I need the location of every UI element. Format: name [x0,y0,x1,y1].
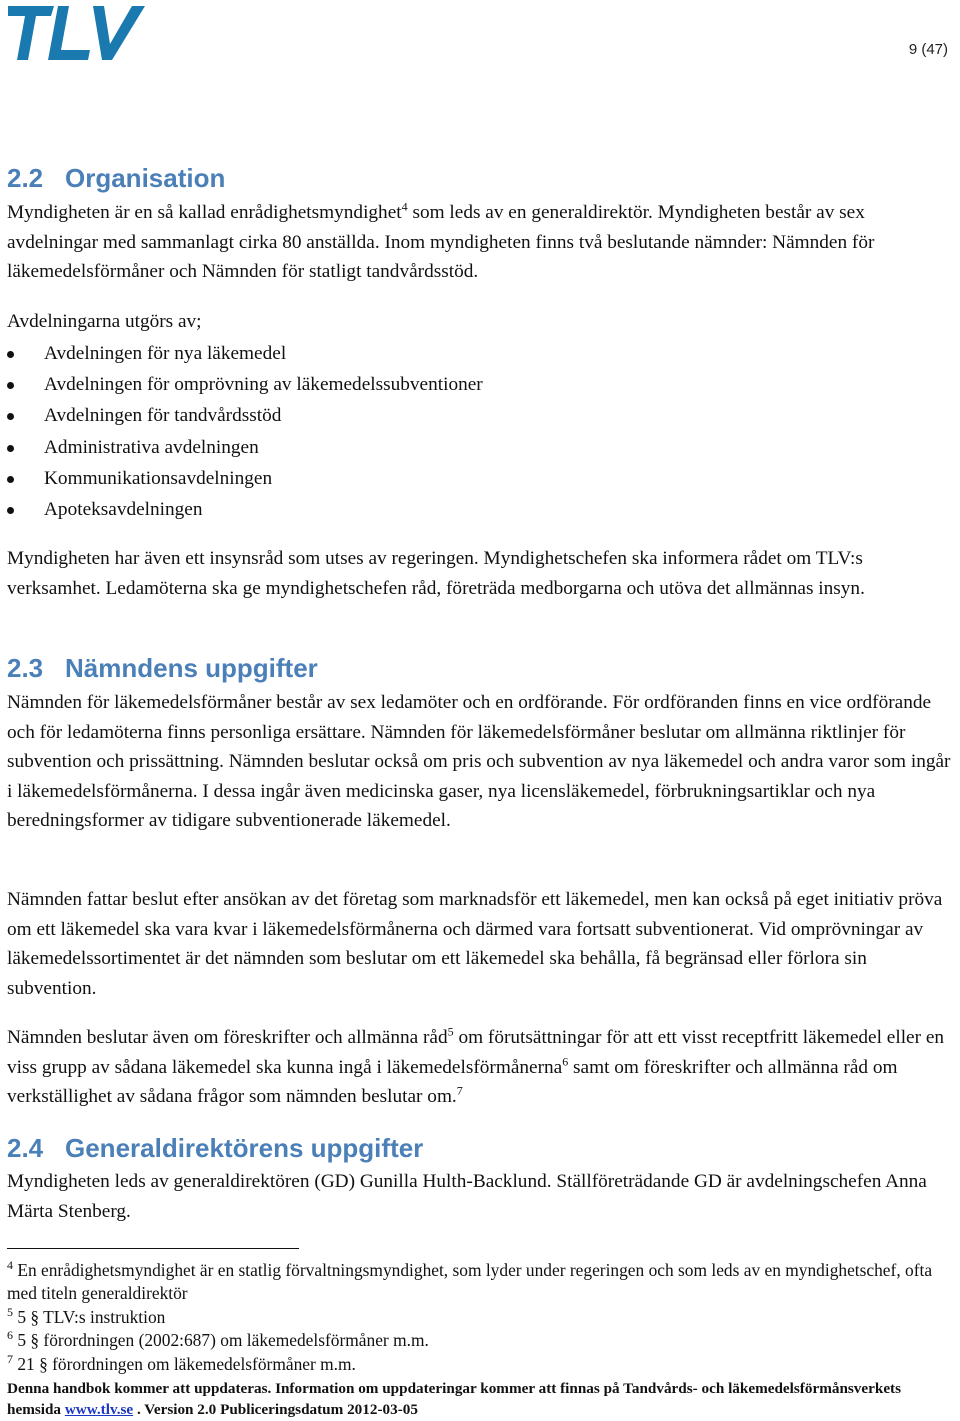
list-item: Administrativa avdelningen [7,432,483,463]
board-paragraph-3 [7,1023,957,1112]
footer-text: . Version 2.0 Publiceringsdatum 2012-03-05 [133,1401,418,1418]
footnote-number: 7 [7,1351,13,1366]
department-list [7,338,483,525]
text-run: samt om föreskrifter och allmänna råd om verkställighet av sådana frågor som nämnden beslutar om. [7,1056,898,1108]
footnote-ref-5: 5 [447,1024,454,1039]
text-run: som leds av en generaldirektör. Myndigheten består av sex avdelningar med sammanlagt cirka 80 anställda. Inom myndigheten finns två beslutande nämnder: Nämnden för läkemedelsförmåner och Nämnden för statligt tandvårdsstöd. [7,202,875,283]
footnote-ref-6: 6 [562,1054,569,1069]
footnote-separator [7,1248,299,1249]
section-number: 2.2 [7,163,44,193]
board-paragraph-2: Nämnden fattar beslut efter ansökan av det företag som marknadsför ett läkemedel, men kan också på eget initiativ pröva om ett läkemedel ska vara kvar i läkemedelsförmånerna och därmed vara fortsatt subventionerat. Vid omprövningar av läkemedelssortimentet är det nämnden som beslutar om ett läkemedel ska behålla, få begränsad eller förlora sin subvention. [7,889,943,999]
org-paragraph-2: Myndigheten har även ett insynsråd som utses av regeringen. Myndighetschefen ska informera rådet om TLV:s verksamhet. Ledamöterna ska ge myndighetschefen råd, företräda medborgarna och utöva det allmännas insyn. [7,548,865,599]
tlv-logo [8,2,148,64]
footnote-4 [7,1259,952,1306]
section-heading-board [7,653,318,684]
section-heading-organisation [7,163,225,194]
list-item: Apoteksavdelningen [7,494,483,525]
section-heading-gd [7,1133,423,1164]
text-run: Nämnden beslutar även om föreskrifter och allmänna råd [7,1027,448,1048]
footnote-ref-4: 4 [401,199,408,214]
footnote-7 [7,1353,952,1376]
footnote-text: 5 § TLV:s instruktion [13,1306,166,1327]
footnotes [7,1259,952,1376]
footer-text: Denna handbok kommer att uppdateras. Information om uppdateringar kommer att finnas på Tandvårds- och läkemedelsförmånsverkets hemsida [7,1380,902,1418]
footnote-text: En enrådighetsmyndighet är en statlig förvaltningsmyndighet, som lyder under regeringen och som leds av en myndighetschef, ofta med titeln generaldirektör [7,1260,933,1304]
section-title: Generaldirektörens uppgifter [65,1133,424,1163]
list-item: Kommunikationsavdelningen [7,463,483,494]
page-footer [7,1378,952,1420]
list-item: Avdelningen för nya läkemedel [7,338,483,369]
list-item: Avdelningen för omprövning av läkemedelssubventioner [7,369,483,400]
tlv-website-link[interactable]: www.tlv.se [64,1401,134,1418]
footnote-6 [7,1329,952,1352]
footnote-text: 21 § förordningen om läkemedelsförmåner m.m. [13,1353,356,1374]
board-paragraph-1: Nämnden för läkemedelsförmåner består av sex ledamöter och en ordförande. För ordföranden finns en vice ordförande och för ledamöterna finns personliga ersättare. Nämnden för läkemedelsförmåner beslutar om allmänna riktlinjer för subvention och prissättning. Nämnden beslutar också om pris och subvention av nya läkemedel och andra varor som ingår i läkemedelsförmånerna. I dessa ingår även medicinska gaser, nya licensläkemedel, förbrukningsartiklar och nya beredningsformer av tidigare subventionerade läkemedel. [7,692,951,832]
gd-paragraph-1: Myndigheten leds av generaldirektören (GD) Gunilla Hulth-Backlund. Ställföreträdande GD är avdelningschefen Anna Märta Stenberg. [7,1171,927,1222]
section-title: Nämndens uppgifter [65,653,318,683]
footnote-text: 5 § förordningen (2002:687) om läkemedelsförmåner m.m. [13,1330,429,1351]
footnote-5 [7,1306,952,1329]
footnote-number: 4 [7,1258,13,1273]
footnote-number: 6 [7,1328,13,1343]
section-title: Organisation [65,163,226,193]
page-number: 9 (47) [908,41,948,58]
text-run: om förutsättningar för att ett visst receptfritt läkemedel eller en viss grupp av sådana läkemedel ska kunna ingå i läkemedelsförmånerna [7,1027,945,1078]
list-intro: Avdelningarna utgörs av; [7,311,202,332]
footnote-ref-7: 7 [456,1083,463,1098]
list-item: Avdelningen för tandvårdsstöd [7,400,483,431]
text-run: Myndigheten är en så kallad enrådighetsmyndighet [7,202,402,223]
section-number: 2.4 [7,1133,44,1163]
org-paragraph-1 [7,198,957,287]
footnote-number: 5 [7,1305,13,1320]
section-number: 2.3 [7,653,44,683]
